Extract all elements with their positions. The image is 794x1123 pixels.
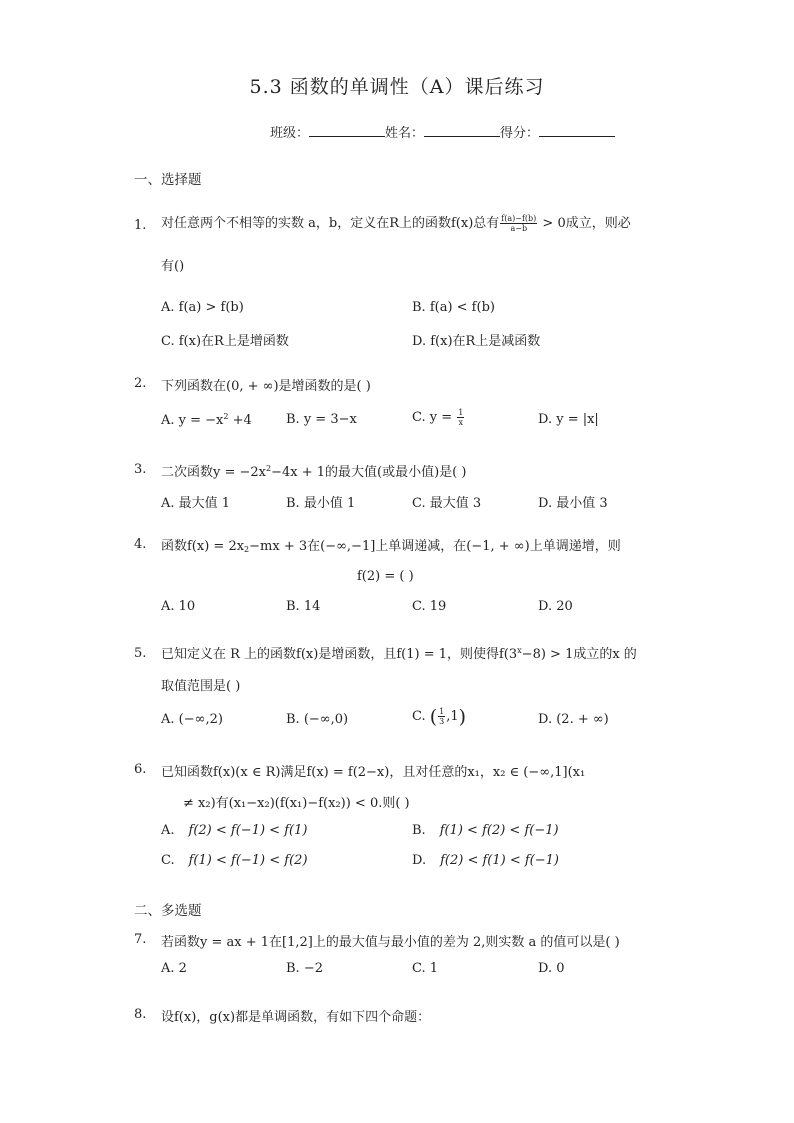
page-title: 5.3 函数的单调性（A）课后练习 [249, 76, 545, 98]
option-c: C. 19 [412, 599, 447, 614]
option-a: A. 2 [161, 961, 187, 976]
question-5-text: 已知定义在 R 上的函数f(x)是增函数，且f(1) = 1，则使得$f(3^x-8) > 1$成立的x 的 [161, 646, 637, 662]
question-6-text-cont: ≠ x₂)有(x₁−x₂)(f(x₁)−f(x₂)) < 0.则( ) [183, 796, 410, 811]
question-number: 1. [134, 218, 147, 233]
section-heading-multi-choice: 二、多选题 [134, 903, 202, 919]
option-a: A. (−∞,2) [161, 712, 223, 727]
question-5-text-cont: 取值范围是( ) [161, 679, 241, 694]
question-number: 8. [134, 1007, 147, 1022]
name-blank [424, 124, 500, 137]
option-b: B. 14 [286, 599, 321, 614]
option-d: D. (2. + ∞) [538, 712, 609, 727]
option-a: A. f(a) > f(b) [161, 300, 244, 315]
question-1-text: 对任意两个不相等的实数 a，b，定义在R上的函数f(x)总有 $\frac{f(a)-f(b)}{a-b}$ > 0成立，则必 [161, 214, 631, 233]
option-a: A. 10 [161, 599, 196, 614]
option-c: C. f(1) < f(−1) < f(2) [161, 853, 308, 868]
option-d: D. 0 [538, 961, 565, 976]
score-label: 得分： [500, 126, 540, 141]
question-8-text: 设f(x)，g(x)都是单调函数，有如下四个命题： [161, 1010, 431, 1025]
option-d: D. f(2) < f(1) < f(−1) [412, 853, 559, 868]
question-number: 5. [134, 646, 147, 661]
option-a: A. f(2) < f(−1) < f(1) [161, 823, 308, 838]
class-blank [309, 124, 385, 137]
question-number: 4. [134, 537, 147, 552]
option-b: B. 最小值 1 [286, 496, 356, 511]
option-b: B. y = 3−x [286, 412, 357, 427]
question-4-text: 函数$f(x) = 2x_2-mx + 3$在(−∞,−1]上单调递减，在(−1, + ∞)上单调递增，则 [161, 539, 621, 554]
question-6-text: 已知函数f(x)(x ∈ R)满足f(x) = f(2−x)，且对任意的x₁，x₂ ∈ (−∞,1](x₁ [161, 765, 586, 780]
section-heading-single-choice: 一、选择题 [134, 172, 202, 188]
option-c: C. y = $\frac{1}{x}$ [412, 408, 464, 427]
option-d: D. 最小值 3 [538, 496, 608, 511]
class-label: 班级： [270, 126, 310, 141]
question-7-text: 若函数y = ax + 1在[1,2]上的最大值与最小值的差为 2,则实数 a 的值可以是( ) [161, 935, 620, 950]
question-3-text: 二次函数$y = -2x^2-4x + 1$的最大值(或最小值)是( ) [161, 464, 467, 480]
question-4-text-cont: f(2) = ( ) [357, 569, 414, 584]
name-label: 姓名： [385, 126, 425, 141]
student-info-line [270, 122, 615, 141]
option-b: B. −2 [286, 961, 323, 976]
option-a: A. $y = -x^2 +4$ [161, 412, 252, 428]
score-blank [539, 124, 615, 137]
option-d: D. f(x)在R上是减函数 [412, 334, 541, 349]
option-c: C. ( $\frac{1}{3}$ ,1) [412, 706, 467, 728]
option-a: A. 最大值 1 [161, 496, 231, 511]
option-c: C. 最大值 3 [412, 496, 482, 511]
option-b: B. (−∞,0) [286, 712, 349, 727]
fraction: $\frac{f(a)-f(b)}{a-b}$ [501, 214, 537, 233]
question-number: 2. [134, 376, 147, 391]
question-number: 3. [134, 462, 147, 477]
fraction: $\frac{1}{x}$ [458, 408, 464, 427]
option-d: D. 20 [538, 599, 573, 614]
option-b: B. f(a) < f(b) [412, 300, 495, 315]
option-c: C. f(x)在R上是增函数 [161, 334, 289, 349]
fraction: $\frac{1}{3}$ [439, 707, 445, 726]
option-d: D. y = |x| [538, 412, 599, 427]
question-1-text-cont: 有() [161, 259, 185, 274]
option-b: B. f(1) < f(2) < f(−1) [412, 823, 559, 838]
option-c: C. 1 [412, 961, 439, 976]
question-2-text: 下列函数在(0, + ∞)是增函数的是( ) [161, 379, 371, 394]
question-number: 7. [134, 932, 147, 947]
question-number: 6. [134, 762, 147, 777]
